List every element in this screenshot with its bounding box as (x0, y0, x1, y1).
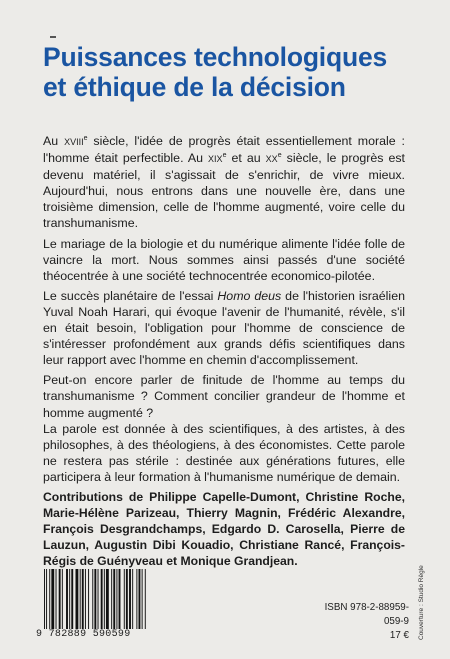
barcode-bar (59, 569, 61, 629)
barcode-bar (80, 569, 81, 629)
barcode-bar (69, 569, 70, 629)
contributors: Contributions de Philippe Capelle-Dumont, Christine Roche, Marie-Hélène Parizeau, Thierry Magnin, Frédéric Alexandre, François Desgrandchamps, Edgardo D. Carosella, Pierre de Lauzun, Augustin Dibi Kouadio, Christiane Rancé, François-Régis de Guényveau et Monique Grandjean. (43, 489, 405, 569)
barcode-bar (119, 569, 121, 629)
isbn: ISBN 978-2-88959-059-9 (324, 602, 409, 627)
paragraph-4: Peut-on encore parler de finitude de l'homme au temps du transhumanisme ? Comment concilier grandeur de l'homme et homme augmenté ? (43, 373, 405, 420)
barcode-bar (49, 569, 50, 629)
price: 17 € (389, 630, 409, 641)
barcode-bar (51, 569, 54, 629)
barcode-bar (139, 569, 141, 629)
barcode-bar (126, 569, 128, 629)
barcode-bar (94, 569, 96, 629)
barcode-bar (92, 569, 93, 629)
barcode-bar (88, 569, 89, 629)
barcode-bar (142, 569, 143, 629)
barcode-bar (62, 569, 63, 629)
barcode-bar (111, 569, 112, 629)
book-title (43, 42, 413, 102)
cover-credit: Couverture : Studio Règle (418, 565, 425, 640)
barcode-bar (116, 569, 117, 629)
barcode-bar (82, 569, 84, 629)
barcode-bar (44, 569, 45, 629)
isbn-block (313, 601, 409, 643)
barcode-bar (106, 569, 109, 629)
paragraph-1: Au XVIIIe siècle, l'idée de progrès était essentiellement morale : l'homme était perfectible. Au XIXe et au XXe siècle, le progrès est devenu matériel, il s'agissait de s'enrichir, de vivre mieux. Aujourd'hui, nous entrons dans une nouvelle ère, dans une troisième dimension, celle de l'homme augmenté, voire celle du transhumanisme. (43, 134, 405, 231)
printer-mark (50, 36, 56, 38)
blurb (43, 133, 405, 573)
title-line-1: Puissances technologiques (43, 42, 388, 72)
barcode-bar (56, 569, 57, 629)
barcode-bar (85, 569, 86, 629)
barcode-bar (129, 569, 131, 629)
barcode-bar (46, 569, 47, 629)
barcode-bar (104, 569, 105, 629)
barcode (36, 569, 154, 647)
paragraph-2: Le mariage de la biologie et du numérique alimente l'idée folle de vaincre la mort. Nous sommes ainsi passés d'une société théocentrée à une société technocentrée economico-pilotée. (43, 236, 405, 283)
barcode-bar (113, 569, 115, 629)
barcode-bar (101, 569, 103, 629)
barcode-bar (132, 569, 133, 629)
barcode-bar (98, 569, 99, 629)
barcode-bar (145, 569, 146, 629)
barcode-bar (136, 569, 137, 629)
barcode-bar (71, 569, 73, 629)
barcode-bar (66, 569, 68, 629)
barcode-bar (76, 569, 79, 629)
title-line-2: et éthique de la décision (43, 72, 346, 102)
paragraph-3: Le succès planétaire de l'essai Homo deus de l'historien israélien Yuval Noah Harari, qui évoque l'avenir de l'humanité, révèle, s'il en était besoin, l'obligation pour l'homme de conscience de s'intéresser profondément aux grands défis scientifiques dans leur rapport avec l'homme en chemin d'accomplissement. (43, 288, 405, 368)
barcode-bar (124, 569, 125, 629)
book-reference: Homo deus (217, 288, 282, 303)
barcode-bars (44, 569, 152, 629)
barcode-digits: 9 782889 590599 (36, 629, 131, 640)
paragraph-5: La parole est donnée à des scientifiques, à des artistes, à des philosophes, à des théologiens, à des économistes. Cette parole ne restera pas stérile : destinée aux générations futures, elle participera à leur formation à l'humanisme numérique de demain. (43, 421, 405, 484)
